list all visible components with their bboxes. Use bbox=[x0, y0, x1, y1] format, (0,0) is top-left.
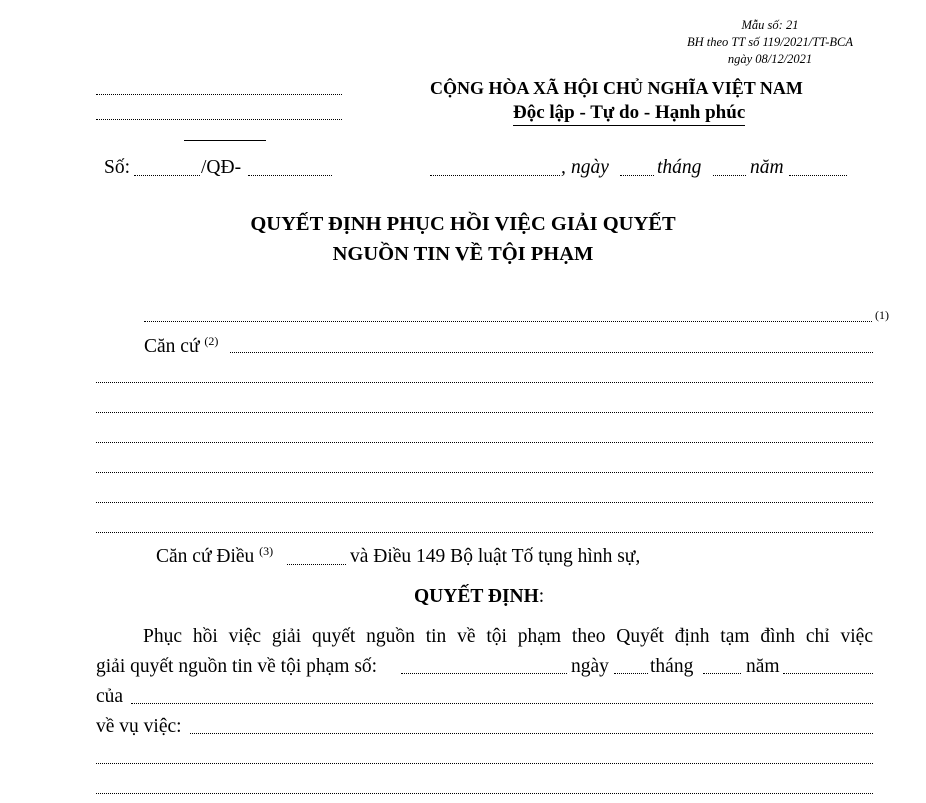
basis-line-6[interactable] bbox=[96, 502, 873, 503]
decision-paragraph-line-2: giải quyết nguồn tin về tội phạm số: bbox=[96, 656, 378, 677]
of-label: của bbox=[96, 686, 124, 707]
case-line-2[interactable] bbox=[96, 763, 873, 764]
agency-underline-divider bbox=[184, 140, 266, 141]
suspension-decision-number-field[interactable] bbox=[401, 673, 567, 674]
case-label: về vụ việc: bbox=[96, 716, 182, 737]
basis-line-4[interactable] bbox=[96, 442, 873, 443]
footnote-3: (3) bbox=[259, 544, 274, 558]
form-issued-by: BH theo TT số 119/2021/TT-BCA bbox=[687, 35, 853, 49]
para-year-field[interactable] bbox=[783, 673, 873, 674]
month-label: tháng bbox=[657, 157, 702, 178]
form-date: ngày 08/12/2021 bbox=[727, 52, 813, 66]
case-line-3[interactable] bbox=[96, 793, 873, 794]
issuing-authority-field[interactable] bbox=[131, 703, 873, 704]
decision-agency-code-field[interactable] bbox=[248, 175, 332, 176]
para-day-field[interactable] bbox=[614, 673, 648, 674]
basis-label: Căn cứ $^{(2)}$ bbox=[144, 334, 219, 357]
day-label: ngày bbox=[571, 157, 609, 178]
decision-number-field[interactable] bbox=[134, 175, 200, 176]
para-year-label: năm bbox=[746, 656, 780, 677]
decision-number-suffix: /QĐ- bbox=[201, 157, 242, 178]
decision-number-label: Số: bbox=[104, 157, 131, 178]
para-day-label: ngày bbox=[571, 656, 609, 677]
year-field[interactable] bbox=[789, 175, 847, 176]
basis-line-2[interactable] bbox=[96, 382, 873, 383]
national-motto: Độc lập - Tự do - Hạnh phúc bbox=[513, 102, 745, 126]
year-label: năm bbox=[750, 157, 784, 178]
form-number: Mẫu số: 21 bbox=[741, 18, 799, 32]
article-number-field[interactable] bbox=[287, 564, 346, 565]
article-basis-rest: và Điều 149 Bộ luật Tố tụng hình sự, bbox=[350, 546, 641, 567]
agency-line-1[interactable] bbox=[96, 94, 342, 95]
day-field[interactable] bbox=[620, 175, 654, 176]
issuer-field[interactable] bbox=[144, 321, 872, 322]
national-title: CỘNG HÒA XÃ HỘI CHỦ NGHĨA VIỆT NAM bbox=[430, 78, 803, 98]
para-month-field[interactable] bbox=[703, 673, 741, 674]
footnote-1: (1) bbox=[875, 308, 889, 322]
document-title-line-2: NGUỒN TIN VỀ TỘI PHẠM bbox=[332, 243, 594, 265]
agency-line-2[interactable] bbox=[96, 119, 342, 120]
basis-line-7[interactable] bbox=[96, 532, 873, 533]
document-title-line-1: QUYẾT ĐỊNH PHỤC HỒI VIỆC GIẢI QUYẾT bbox=[250, 213, 676, 235]
month-field[interactable] bbox=[713, 175, 746, 176]
date-comma: , bbox=[561, 157, 566, 178]
article-basis-label: Căn cứ Điều $^{(3)}$ bbox=[156, 544, 274, 567]
basis-field[interactable] bbox=[230, 352, 873, 353]
basis-line-5[interactable] bbox=[96, 472, 873, 473]
decision-paragraph-line-1: Phục hồi việc giải quyết nguồn tin về tội phạm theo Quyết định tạm đình chỉ việc bbox=[143, 626, 873, 647]
footnote-2: (2) bbox=[204, 334, 219, 348]
place-field[interactable] bbox=[430, 175, 560, 176]
decision-heading: QUYẾT ĐỊNH: bbox=[414, 586, 545, 607]
basis-line-3[interactable] bbox=[96, 412, 873, 413]
para-month-label: tháng bbox=[650, 656, 694, 677]
case-field[interactable] bbox=[190, 733, 873, 734]
